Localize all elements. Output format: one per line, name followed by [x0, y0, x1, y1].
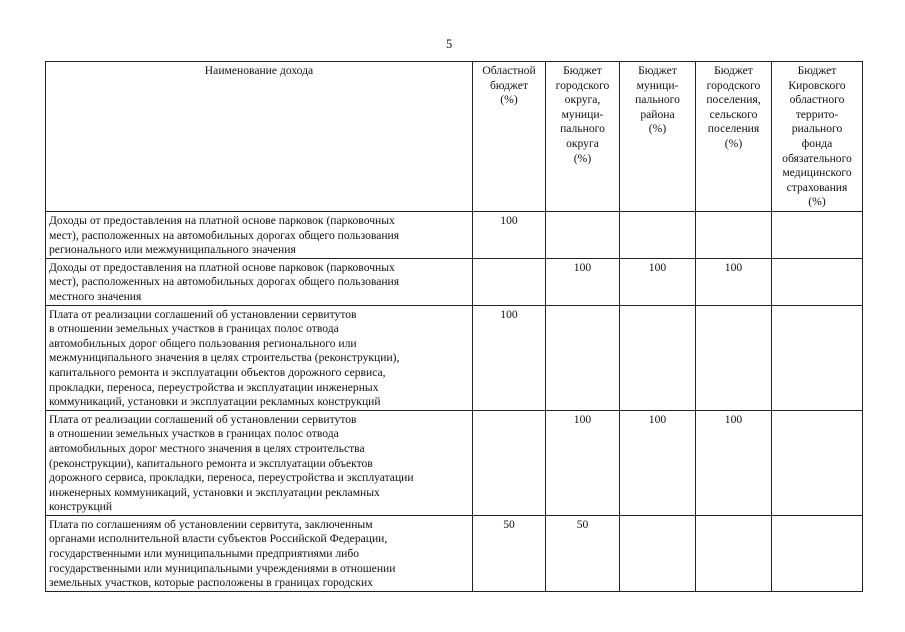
percent-city-district-cell	[546, 305, 620, 410]
income-name-line: Доходы от предоставления на платной основе парковок (парковочных	[49, 214, 395, 227]
income-name-line: капитального ремонта и эксплуатации объектов дорожного сервиса,	[49, 365, 386, 379]
percent-settlement-cell: 100	[696, 258, 772, 305]
percent-regional-cell: 50	[473, 515, 546, 591]
page-number: 5	[446, 37, 453, 51]
header-line: (%)	[648, 122, 667, 136]
header-line: пального	[635, 93, 680, 107]
header-line: (%)	[724, 136, 743, 150]
header-settlement-budget	[696, 62, 772, 212]
income-name-line: Плата по соглашениям об установлении сервитута, заключенным	[49, 517, 373, 531]
header-line: Бюджет	[563, 64, 602, 77]
income-name-cell	[46, 515, 473, 591]
percent-regional-cell: 100	[473, 305, 546, 410]
income-name-line: межмуниципального значения в целях строительства (реконструкции),	[49, 351, 400, 365]
header-city-district-budget	[546, 62, 620, 212]
income-name-line: Плата от реализации соглашений об установлении сервитутов	[49, 307, 357, 321]
header-line: Наименование дохода	[204, 64, 314, 77]
table-body	[46, 212, 863, 592]
header-line: Бюджет	[797, 64, 837, 77]
income-name-cell	[46, 258, 473, 305]
percent-settlement-cell: 100	[696, 410, 772, 515]
header-line: Бюджет	[638, 64, 677, 77]
header-line: округа	[566, 136, 599, 150]
table-row	[46, 212, 863, 259]
header-line: страхования	[786, 180, 848, 194]
percent-municipal-district-cell	[620, 305, 696, 410]
header-line: муници-	[561, 107, 604, 121]
header-municipal-district-budget	[620, 62, 696, 212]
header-row	[46, 62, 863, 212]
income-name-line: дорожного сервиса, прокладки, переноса, переустройства и эксплуатации	[49, 471, 414, 485]
income-name-line: местного значения	[49, 289, 142, 303]
income-name-line: в отношении земельных участков в границах полос отвода	[49, 322, 339, 336]
percent-regional-cell: 100	[473, 212, 546, 259]
percent-city-district-cell: 50	[546, 515, 620, 591]
header-regional-budget	[473, 62, 546, 212]
percent-municipal-district-cell	[620, 212, 696, 259]
header-line: фонда	[801, 136, 833, 150]
header-line: округа,	[564, 93, 601, 107]
percent-medical-fund-cell	[772, 258, 863, 305]
header-line: муници-	[636, 78, 679, 92]
income-name-line: (реконструкции), капитального ремонта и эксплуатации объектов	[49, 456, 373, 470]
percent-municipal-district-cell: 100	[620, 258, 696, 305]
header-line: областного	[789, 93, 845, 107]
income-name-line: Доходы от предоставления на платной основе парковок (парковочных	[49, 260, 395, 274]
revenue-distribution-table	[45, 61, 863, 592]
income-name-line: Плата от реализации соглашений об установлении сервитутов	[49, 412, 357, 426]
income-name-line: государственными или муниципальными предприятиями либо	[49, 547, 360, 561]
income-name-line: регионального или межмуниципального значения	[49, 243, 296, 257]
percent-medical-fund-cell	[772, 515, 863, 591]
header-line: района	[640, 107, 675, 121]
income-name-cell	[46, 305, 473, 410]
income-name-line: земельных участков, которые расположены в границах городских	[49, 576, 373, 590]
header-income-name	[46, 62, 473, 212]
percent-municipal-district-cell	[620, 515, 696, 591]
percent-settlement-cell	[696, 212, 772, 259]
income-name-line: государственными или муниципальными учреждениями в отношении	[49, 561, 396, 575]
percent-settlement-cell	[696, 305, 772, 410]
header-line: (%)	[500, 93, 518, 107]
table-row	[46, 515, 863, 591]
income-name-line: инженерных коммуникаций, установки и эксплуатации рекламных	[49, 485, 380, 499]
header-line: террито-	[795, 107, 839, 121]
header-line: Бюджет	[714, 64, 753, 77]
income-name-line: органами исполнительной власти субъектов Российской Федерации,	[49, 532, 388, 546]
header-line: (%)	[808, 195, 826, 209]
header-line: пального	[560, 122, 605, 136]
income-name-cell	[46, 212, 473, 259]
header-line: Областной	[482, 64, 536, 77]
income-name-line: коммуникаций, установки и эксплуатации рекламных конструкций	[49, 395, 381, 409]
percent-medical-fund-cell	[772, 410, 863, 515]
header-line: сельского	[709, 107, 758, 121]
percent-city-district-cell	[546, 212, 620, 259]
header-line: обязательного	[782, 151, 852, 165]
table-row	[46, 410, 863, 515]
percent-settlement-cell	[696, 515, 772, 591]
percent-city-district-cell: 100	[546, 258, 620, 305]
header-line: городского	[555, 78, 610, 92]
income-name-line: конструкций	[49, 500, 113, 514]
income-name-line: мест), расположенных на автомобильных дорогах общего пользования	[49, 275, 400, 289]
header-medical-insurance-fund-budget	[772, 62, 863, 212]
percent-city-district-cell: 100	[546, 410, 620, 515]
income-name-cell	[46, 410, 473, 515]
header-line: риального	[791, 122, 843, 136]
percent-medical-fund-cell	[772, 212, 863, 259]
header-line: медицинского	[782, 166, 852, 180]
header-line: поселения,	[706, 93, 761, 107]
income-name-line: прокладки, переноса, переустройства и эксплуатации инженерных	[49, 380, 379, 394]
income-name-line: автомобильных дорог местного значения в целях строительства	[49, 441, 365, 455]
header-line: бюджет	[490, 78, 528, 92]
percent-regional-cell	[473, 410, 546, 515]
table-row	[46, 258, 863, 305]
header-line: городского	[706, 78, 761, 92]
percent-regional-cell	[473, 258, 546, 305]
income-name-line: автомобильных дорог общего пользования регионального или	[49, 336, 357, 350]
header-line: (%)	[573, 151, 592, 165]
income-name-line: в отношении земельных участков в границах полос отвода	[49, 427, 339, 441]
header-line: Кировского	[788, 78, 846, 92]
percent-medical-fund-cell	[772, 305, 863, 410]
header-line: поселения	[707, 122, 760, 136]
percent-municipal-district-cell: 100	[620, 410, 696, 515]
income-name-line: мест), расположенных на автомобильных дорогах общего пользования	[49, 228, 400, 242]
table-row	[46, 305, 863, 410]
